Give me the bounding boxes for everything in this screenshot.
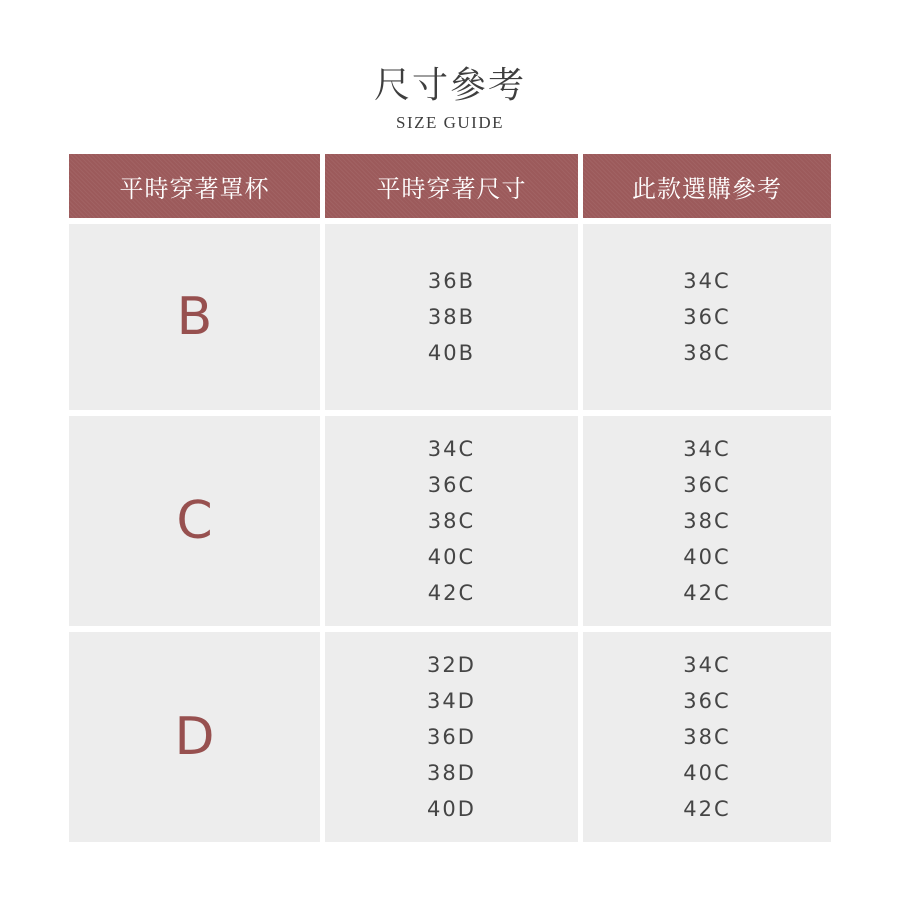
cup-cell xyxy=(69,632,320,842)
size-item: 38C xyxy=(683,725,731,749)
size-item: 36C xyxy=(427,473,476,497)
size-list xyxy=(427,647,476,827)
size-list xyxy=(428,431,475,611)
cup-letter: C xyxy=(176,491,213,551)
size-item: 42C xyxy=(683,797,731,821)
size-item: 42C xyxy=(427,581,476,605)
recommended-sizes-cell xyxy=(583,416,831,626)
size-item: 38B xyxy=(427,305,476,329)
column-header-label: 此款選購參考 xyxy=(632,174,782,203)
size-item: 36D xyxy=(427,725,476,749)
size-item: 38D xyxy=(427,761,476,785)
size-item: 32D xyxy=(427,653,476,677)
size-item: 36C xyxy=(683,689,731,713)
page-subtitle: SIZE GUIDE xyxy=(395,113,504,132)
usual-sizes-cell xyxy=(325,416,578,626)
cup-letter: D xyxy=(174,707,215,767)
size-list xyxy=(683,647,730,827)
size-item: 36B xyxy=(427,269,476,293)
size-list xyxy=(683,263,730,371)
size-item: 42C xyxy=(683,581,731,605)
size-item: 34C xyxy=(683,269,731,293)
size-item: 40D xyxy=(427,797,476,821)
size-item: 40C xyxy=(683,545,731,569)
size-item: 36C xyxy=(683,305,731,329)
cup-cell xyxy=(69,416,320,626)
size-item: 38C xyxy=(427,509,476,533)
size-item: 40C xyxy=(683,761,731,785)
size-item: 34D xyxy=(427,689,476,713)
usual-sizes-cell xyxy=(325,632,578,842)
column-header-usual-cup xyxy=(69,154,320,218)
size-list xyxy=(428,263,475,371)
size-item: 40B xyxy=(427,341,476,365)
recommended-sizes-cell xyxy=(583,632,831,842)
size-item: 34C xyxy=(683,437,731,461)
size-guide-table xyxy=(69,154,831,842)
size-item: 38C xyxy=(683,509,731,533)
column-header-recommended xyxy=(583,154,831,218)
size-item: 38C xyxy=(683,341,731,365)
column-header-label: 平時穿著尺寸 xyxy=(376,174,527,203)
size-item: 36C xyxy=(683,473,731,497)
cup-cell xyxy=(69,224,320,410)
size-item: 34C xyxy=(427,437,476,461)
page-title: 尺寸參考 xyxy=(373,65,526,106)
size-list xyxy=(683,431,730,611)
cup-letter: B xyxy=(176,287,213,347)
size-item: 34C xyxy=(683,653,731,677)
column-header-label: 平時穿著罩杯 xyxy=(119,174,270,203)
column-header-usual-size xyxy=(325,154,578,218)
recommended-sizes-cell xyxy=(583,224,831,410)
size-item: 40C xyxy=(427,545,476,569)
usual-sizes-cell xyxy=(325,224,578,410)
